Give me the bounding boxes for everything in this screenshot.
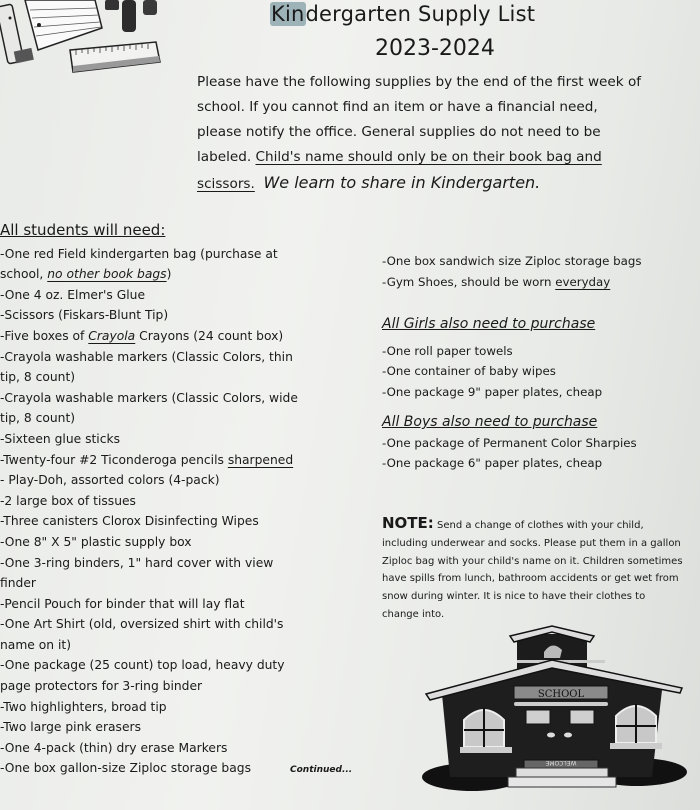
name-label-instruction: Child's name should only be on their book bag and [255,149,602,165]
list-item: -Twenty-four #2 Ticonderoga pencils sharpened [0,452,294,467]
marker-icon [105,0,157,32]
list-item: -Crayola washable markers (Classic Colors, wide [0,390,298,405]
list-item: -One Art Shirt (old, oversized shirt with child's [0,617,284,632]
list-item: -Five boxes of Crayola Crayons (24 count box) [0,328,284,343]
list-item: -Two large pink erasers [0,720,141,735]
list-item: -Gym Shoes, should be worn everyday [382,274,611,289]
note-label: NOTE: [382,514,434,532]
note-paragraph [382,515,697,624]
intro-paragraph [197,70,692,197]
list-item: -Scissors (Fiskars-Blunt Tip) [0,308,169,323]
intro-line: Please have the following supplies by the end of the first week of [197,74,642,90]
list-item: -Two highlighters, broad tip [0,699,167,714]
school-year: 2023-2024 [375,36,495,61]
ruler-icon [70,42,160,72]
list-item: -One roll paper towels [382,343,513,358]
list-item: -Pencil Pouch for binder that will lay flat [0,596,245,611]
list-item: name on it) [0,637,72,652]
list-item: -One package (25 count) top load, heavy duty [0,658,285,673]
list-item: tip, 8 count) [0,370,76,385]
list-item: -One container of baby wipes [382,364,556,378]
right-column-list [382,251,697,474]
list-item: finder [0,576,36,591]
intro-text: labeled. [197,149,256,165]
all-students-heading: All students will need: [0,221,166,239]
intro-line: school. If you cannot find an item or have a financial need, [197,99,598,115]
list-item: -One 4-pack (thin) dry erase Markers [0,740,228,755]
list-item: page protectors for 3-ring binder [0,679,203,694]
everyday-emphasis: everyday [555,274,611,289]
boys-heading: All Boys also need to purchase [382,414,598,430]
share-emphasis: We learn to share in Kindergarten. [263,173,541,192]
list-item: -One 8" X 5" plastic supply box [0,534,192,549]
continued-label: Continued... [290,765,353,775]
crayola-brand-emphasis: Crayola [88,328,136,343]
all-students-list [0,220,380,779]
notebook-paper-icon [25,0,102,50]
list-item: -One package of Permanent Color Sharpies [382,435,637,450]
title-rest: dergarten Supply List [305,2,536,26]
document-title [270,2,535,26]
list-item: - Play-Doh, assorted colors (4-pack) [0,473,220,488]
girls-heading: All Girls also need to purchase [382,316,596,332]
list-item: -One box sandwich size Ziploc storage bags [382,254,642,268]
list-item: -One package 9" paper plates, cheap [382,384,603,399]
school-sign-text: SCHOOL [537,689,585,700]
name-label-instruction-end: scissors. [197,176,255,192]
list-item: -2 large box of tissues [0,493,136,508]
note-text: including underwear and socks. Please put them in a gallon [382,537,681,549]
no-other-bags-emphasis: no other book bags [47,267,167,282]
note-text: have spills from lunch, bathroom accidents or get wet from [382,573,679,585]
note-text: Ziploc bag with your child's name on it. Children sometimes [382,555,683,567]
list-item: -One 3-ring binders, 1" hard cover with view [0,555,274,570]
intro-line [197,145,692,170]
list-item: -Three canisters Clorox Disinfecting Wipes [0,514,259,529]
list-item: -One red Field kindergarten bag (purchase at [0,246,278,261]
list-item: tip, 8 count) [0,411,76,426]
list-item: -One package 6" paper plates, cheap [382,456,603,470]
list-item: -One box gallon-size Ziploc storage bags [0,761,251,776]
sharpened-emphasis: sharpened [227,452,294,467]
intro-line: please notify the office. General supplies do not need to be [197,124,601,140]
list-item: -Sixteen glue sticks [0,431,121,446]
list-item: -One 4 oz. Elmer's Glue [0,287,146,302]
list-item: school, no other book bags) [0,267,172,282]
title-highlighted-part: Kin [271,2,305,26]
note-text: Send a change of clothes with your child, [433,520,644,531]
list-item: -Crayola washable markers (Classic Colors, thin [0,349,293,364]
note-text: snow during winter. It is nice to have their clothes to [382,591,646,603]
welcome-mat-text: WELCOME [545,759,577,766]
schoolhouse-illustration [412,622,692,797]
school-supplies-clipart [0,0,170,75]
note-text: change into. [382,608,445,620]
intro-line [197,170,692,197]
